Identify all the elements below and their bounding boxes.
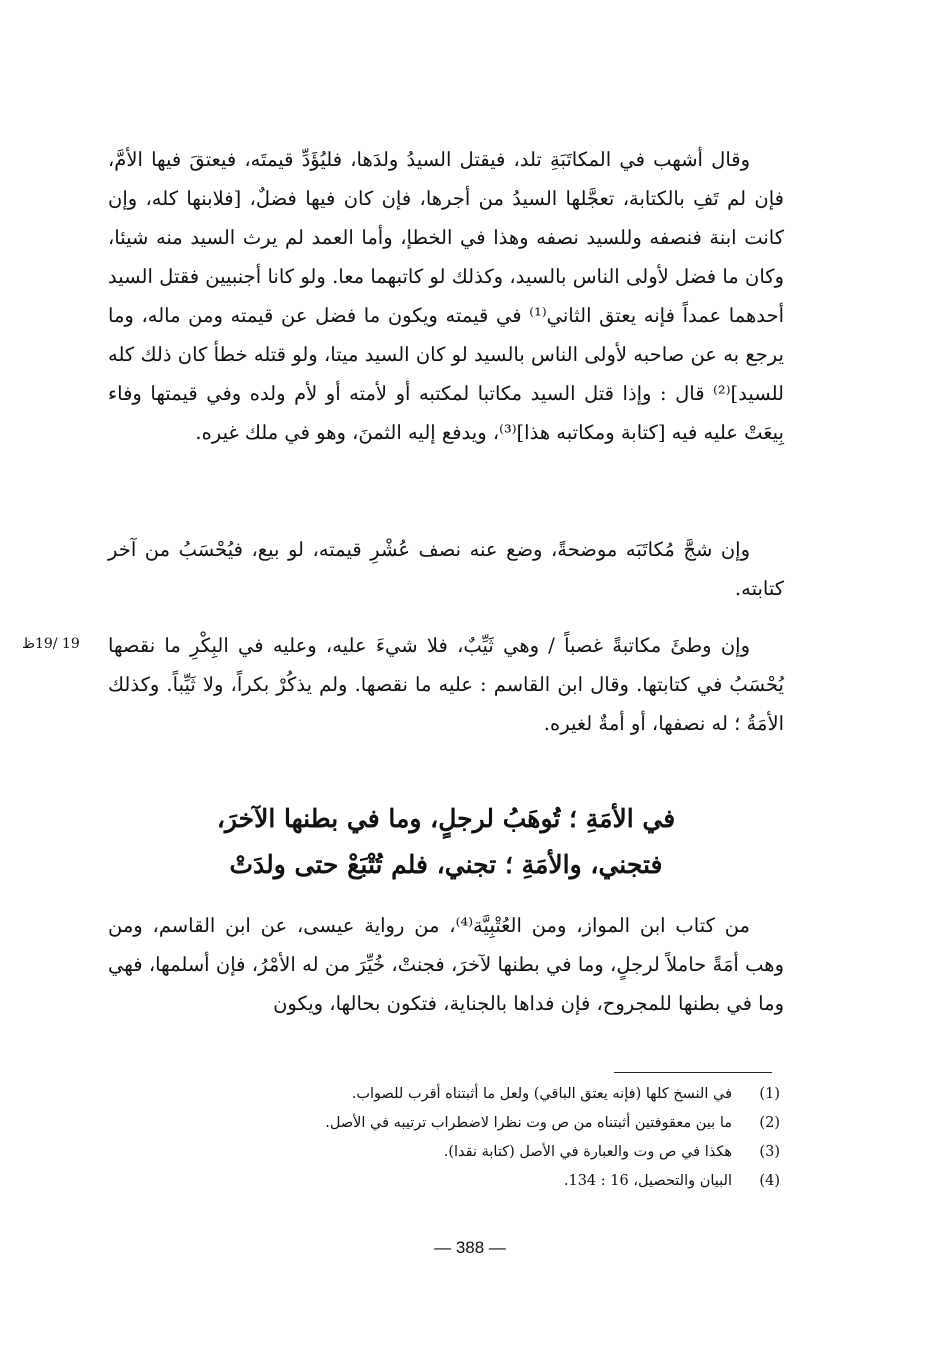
footnote-number: (2) (759, 1115, 780, 1131)
body-text-block (108, 906, 784, 1023)
footnote-text: في النسخ كلها (فإنه يعتق الباقي) ولعل ما أثبتناه أقرب للصواب. (351, 1086, 732, 1102)
section-heading (108, 796, 784, 888)
footnote-number: (1) (759, 1086, 780, 1102)
footnote-item (260, 1109, 780, 1138)
paragraph-2: وإن شجَّ مُكاتَبَه موضحةً، وضع عنه نصف عُشْرِ قيمته، لو بيع، فيُحْسَبُ من آخر كتابته. (108, 538, 784, 600)
body-text-block (108, 140, 784, 452)
footnote-item (260, 1138, 780, 1167)
footnote-item (260, 1080, 780, 1109)
paragraph-3: وإن وطئَ مكاتبةً غصباً / وهي ثَيِّبٌ، فلا شيءَ عليه، وعليه في البِكْرِ ما نقصها يُحْسَبُ في كتابتها. وقال ابن القاسم : عليه ما نقصها. ولم يذكُرْ بكراً، ولا ثَيِّباً. وكذلك الأمَةُ ؛ له نصفها، أو أمةٌ لغيره. (108, 634, 784, 735)
body-text-block (108, 626, 784, 743)
section-heading-line-2: فتجني، والأمَةِ ؛ تجني، فلم تُتْبَعْ حتى ولدَتْ (229, 850, 663, 879)
paragraph-1: وقال أشهب في المكاتَبَةِ تلد، فيقتل السيدُ ولدَها، فليُؤَدِّ قيمتَه، فيعتقَ فيها الأمَّ، فإن لم تَفِ بالكتابة، تعجَّلها السيدُ من أجرها، فإن كان فيها فضلٌ، [فلابنها كله، وإن كانت ابنة فنصفه وللسيد نصفه وهذا في الخطإ، وأما العمد لم يرث السيد منه شيئا، وكان ما فضل لأولى الناس بالسيد، وكذلك لو كاتبهما معا. ولو كانا أجنبيين فقتل السيد أحدهما عمداً فإنه يعتق الثاني⁽¹⁾ في قيمته ويكون ما فضل عن قيمته ومن ماله، وما يرجع به عن صاحبه لأولى الناس بالسيد لو كان السيد ميتا، ولو قتله خطأ كان ذلك كله للسيد]⁽²⁾ قال : وإذا قتل السيد مكاتبا لمكتبه أو لأمته أو لأم ولده وفي قيمتها وفاء بِيعَتْ عليه فيه [كتابة ومكاتبه هذا]⁽³⁾، ويدفع إليه الثمنَ، وهو في ملك غيره. (108, 148, 784, 444)
paragraph-4: من كتاب ابن المواز، ومن العُتْبِيَّة⁽⁴⁾، من رواية عيسى، عن ابن القاسم، ومن وهب أمَةً حاملاً لرجلٍ، وما في بطنها لآخرَ، فجنتْ، خُيِّرَ من له الأمْرُ، فإن أسلمها، فهي وما في بطنها للمجروح، فإن فداها بالجناية، فتكون بحالها، ويكون (108, 914, 784, 1015)
footnote-item (260, 1167, 780, 1196)
footnote-number: (3) (759, 1144, 780, 1160)
footnote-text: ما بين معقوفتين أثبتناه من ص وت نظرا لاضطراب ترتيبه في الأصل. (325, 1115, 732, 1131)
body-text-block (108, 530, 784, 608)
page-number: — 388 — (434, 1238, 506, 1257)
footnote-divider (614, 1072, 772, 1073)
footnotes-list (260, 1080, 780, 1196)
section-heading-line-1: في الأمَةِ ؛ تُوهَبُ لرجلٍ، وما في بطنها الآخرَ، (216, 804, 676, 833)
footnote-text: البيان والتحصيل، 16 : 134. (563, 1173, 732, 1189)
footnote-number: (4) (759, 1173, 780, 1189)
manuscript-folio-note: 19 /19ظ (22, 636, 80, 652)
footnote-text: هكذا في ص وت والعبارة في الأصل (كتابة نقدا). (443, 1144, 732, 1160)
